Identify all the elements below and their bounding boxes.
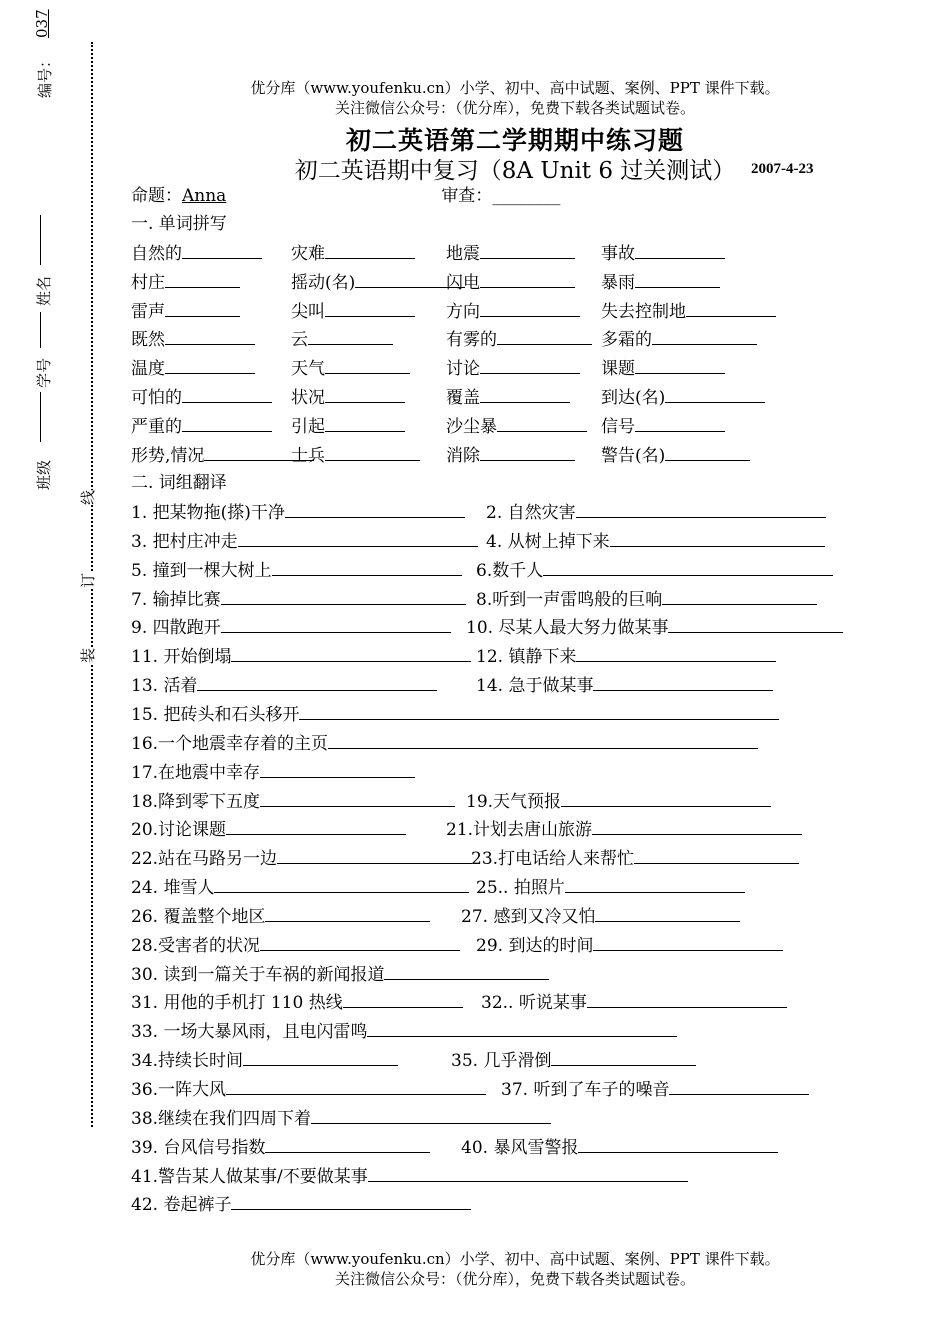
answer-blank[interactable] <box>260 933 460 951</box>
phrase-label: 2. 自然灾害 <box>486 503 576 523</box>
answer-blank[interactable] <box>635 356 725 374</box>
vocab-item <box>131 385 272 409</box>
answer-blank[interactable] <box>325 299 415 317</box>
phrase-item <box>131 933 460 957</box>
vocab-item <box>601 241 725 265</box>
phrase-label: 5. 撞到一棵大树上 <box>131 560 272 581</box>
answer-blank[interactable] <box>260 789 455 807</box>
answer-blank[interactable] <box>662 587 817 605</box>
phrase-label: 17.在地震中幸存 <box>131 762 261 783</box>
phrase-label: 35. 几乎滑倒 <box>451 1051 552 1072</box>
answer-blank[interactable] <box>595 904 740 922</box>
phrase-item <box>131 644 471 668</box>
vocab-item <box>291 385 405 409</box>
vocab-item <box>291 299 415 323</box>
answer-blank[interactable] <box>343 990 463 1008</box>
answer-blank[interactable] <box>231 644 471 662</box>
phrase-item <box>486 529 825 553</box>
vocab-label: 士兵 <box>291 445 325 466</box>
phrase-item <box>131 962 549 986</box>
vocab-item <box>131 299 240 323</box>
vocab-label: 自然的 <box>131 244 182 264</box>
answer-blank[interactable] <box>325 241 415 259</box>
phrase-label: 27. 感到又冷又怕 <box>461 906 596 927</box>
answer-blank[interactable] <box>367 1019 677 1037</box>
vocab-label: 灾难 <box>291 244 325 264</box>
answer-blank[interactable] <box>561 789 771 807</box>
serial-label: 编号： <box>36 52 54 98</box>
phrase-item <box>481 990 787 1014</box>
phrase-item <box>131 1135 430 1159</box>
header-banner <box>130 78 900 118</box>
phrase-label: 16.一个地震幸存着的主页 <box>131 733 329 754</box>
phrase-label: 39. 台风信号指数 <box>131 1137 266 1158</box>
answer-blank[interactable] <box>565 875 745 893</box>
serial-value: 037 <box>33 9 51 38</box>
phrase-item <box>131 587 466 611</box>
answer-blank[interactable] <box>635 270 720 288</box>
phrase-item <box>131 1077 486 1101</box>
phrase-label: 18.降到零下五度 <box>131 791 261 812</box>
name-label: 姓名 <box>35 275 53 306</box>
header-banner-line1: 优分库（www.youfenku.cn）小学、初中、高中试题、案例、PPT 课件下载。 <box>250 79 780 97</box>
phrase-item <box>131 1048 398 1072</box>
vocab-label: 有雾的 <box>446 330 497 351</box>
date: 2007-4-23 <box>751 161 814 177</box>
phrase-label: 22.站在马路另一边 <box>131 849 278 870</box>
vocab-item <box>131 327 255 351</box>
answer-blank[interactable] <box>231 1192 471 1210</box>
vocab-label: 方向 <box>446 301 480 322</box>
answer-blank[interactable] <box>214 875 469 893</box>
vocab-item <box>601 327 757 351</box>
vocab-label: 严重的 <box>131 416 182 437</box>
phrase-label: 31. 用他的手机打 110 热线 <box>131 993 343 1014</box>
section1-title: 一. 单词拼写 <box>131 214 227 234</box>
page-title: 初二英语第二学期期中练习题 <box>345 126 684 155</box>
answer-blank[interactable] <box>308 327 393 345</box>
vocab-item <box>601 299 776 323</box>
answer-blank[interactable] <box>668 615 843 633</box>
phrase-label: 9. 四散跑开 <box>131 618 221 639</box>
answer-blank[interactable] <box>265 1135 430 1153</box>
vocab-label: 既然 <box>131 330 165 351</box>
phrase-item <box>131 1019 677 1043</box>
student-number-label: 学号 <box>35 357 53 388</box>
answer-blank[interactable] <box>480 241 575 259</box>
footer-banner-line1: 优分库（www.youfenku.cn）小学、初中、高中试题、案例、PPT 课件下载。 <box>250 1250 780 1268</box>
answer-blank[interactable] <box>325 385 405 403</box>
phrase-label: 20.讨论课题 <box>131 820 227 841</box>
phrase-label: 21.计划去唐山旅游 <box>446 820 593 841</box>
phrase-label: 8.听到一声雷鸣般的巨响 <box>476 589 663 610</box>
vocab-item <box>131 270 240 294</box>
phrase-label: 19.天气预报 <box>466 791 562 812</box>
answer-blank[interactable] <box>652 327 757 345</box>
answer-blank[interactable] <box>592 817 802 835</box>
phrase-label: 11. 开始倒塌 <box>131 647 232 668</box>
answer-blank[interactable] <box>182 414 272 432</box>
phrase-item <box>476 644 776 668</box>
phrase-item <box>131 817 406 841</box>
phrase-item <box>461 904 740 928</box>
phrase-item <box>131 760 415 784</box>
phrase-item <box>446 817 802 841</box>
phrase-label: 29. 到达的时间 <box>476 935 594 956</box>
vocab-label: 形势,情况 <box>131 445 205 466</box>
phrase-item <box>451 1048 696 1072</box>
answer-blank[interactable] <box>325 443 420 461</box>
vocab-item <box>291 327 393 351</box>
phrase-item <box>466 789 771 813</box>
vocab-label: 信号 <box>601 416 635 437</box>
phrase-item <box>131 846 472 870</box>
vocab-label: 云 <box>291 330 308 351</box>
vocab-item <box>446 270 575 294</box>
reviewer-label: 审查： <box>441 186 493 206</box>
answer-blank[interactable] <box>265 904 430 922</box>
answer-blank[interactable] <box>480 356 580 374</box>
vocab-label: 事故 <box>601 244 635 264</box>
answer-blank[interactable] <box>551 1048 696 1066</box>
vocab-item <box>446 385 570 409</box>
vocab-label: 引起 <box>291 416 325 437</box>
vocab-item <box>291 414 405 438</box>
vocab-label: 温度 <box>131 359 165 380</box>
author-line <box>131 184 560 208</box>
phrase-item <box>131 529 478 553</box>
vocab-item <box>446 327 592 351</box>
phrase-item <box>131 990 463 1014</box>
vocab-item <box>446 414 587 438</box>
vocab-label: 村庄 <box>131 272 165 293</box>
phrase-label: 15. 把砖头和石头移开 <box>131 704 300 725</box>
answer-blank[interactable] <box>182 241 262 259</box>
answer-blank[interactable] <box>277 846 472 864</box>
phrase-label: 12. 镇静下来 <box>476 647 577 668</box>
vocab-label: 雷声 <box>131 301 165 322</box>
phrase-label: 40. 暴风雪警报 <box>461 1137 579 1158</box>
class-blank[interactable] <box>40 392 41 442</box>
vocab-label: 状况 <box>291 388 325 408</box>
answer-blank[interactable] <box>238 529 478 547</box>
answer-blank[interactable] <box>272 558 462 576</box>
answer-blank[interactable] <box>578 1135 778 1153</box>
phrase-item <box>131 558 462 582</box>
answer-blank[interactable] <box>311 1106 551 1124</box>
vocab-item <box>601 270 720 294</box>
footer-banner <box>130 1249 900 1289</box>
phrase-label: 37. 听到了车子的噪音 <box>501 1080 670 1100</box>
vocab-label: 沙尘暴 <box>446 416 497 437</box>
answer-blank[interactable] <box>480 443 575 461</box>
vocab-label: 讨论 <box>446 359 480 380</box>
answer-blank[interactable] <box>299 702 779 720</box>
reviewer-blank[interactable]: ________ <box>492 186 561 206</box>
phrase-label: 23.打电话给人来帮忙 <box>471 849 635 870</box>
vocab-label: 闪电 <box>446 272 480 293</box>
answer-blank[interactable] <box>165 299 240 317</box>
phrase-item <box>476 673 773 697</box>
answer-blank[interactable] <box>480 299 580 317</box>
phrase-label: 13. 活着 <box>131 676 198 697</box>
binding-char-zhuang: 装 <box>75 648 100 663</box>
phrase-label: 1. 把某物拖(搽)干净 <box>131 503 285 523</box>
vocab-item <box>601 414 725 438</box>
answer-blank[interactable] <box>576 644 776 662</box>
answer-blank[interactable] <box>497 327 592 345</box>
name-blank[interactable] <box>40 215 41 265</box>
answer-blank[interactable] <box>610 529 825 547</box>
phrase-item <box>131 904 430 928</box>
vocab-item <box>601 356 725 380</box>
page-subtitle: 初二英语期中复习（8A Unit 6 过关测试） <box>294 158 736 184</box>
vocab-label: 课题 <box>601 359 635 380</box>
class-label: 班级 <box>35 459 53 490</box>
answer-blank[interactable] <box>635 414 725 432</box>
vocab-item <box>131 443 314 467</box>
phrase-item <box>131 500 465 524</box>
answer-blank[interactable] <box>260 760 415 778</box>
answer-blank[interactable] <box>243 1048 398 1066</box>
vocab-item <box>291 270 465 294</box>
phrase-item <box>131 789 455 813</box>
phrase-label: 36.一阵大风 <box>131 1080 227 1100</box>
answer-blank[interactable] <box>497 414 587 432</box>
vocab-item <box>131 241 262 265</box>
vocab-label: 天气 <box>291 359 325 380</box>
answer-blank[interactable] <box>593 673 773 691</box>
answer-blank[interactable] <box>325 356 410 374</box>
phrase-item <box>471 846 799 870</box>
phrase-item <box>131 1192 471 1216</box>
phrase-item <box>466 615 843 639</box>
phrase-item <box>476 875 745 899</box>
phrase-item <box>131 1164 688 1188</box>
phrase-item <box>131 1106 551 1130</box>
answer-blank[interactable] <box>226 1077 486 1095</box>
header-banner-line2: 关注微信公众号：（优分库），免费下载各类试题试卷。 <box>334 99 695 117</box>
answer-blank[interactable] <box>325 414 405 432</box>
vocab-item <box>446 356 580 380</box>
vocab-item <box>291 443 420 467</box>
phrase-label: 42. 卷起裤子 <box>131 1195 232 1216</box>
vocab-item <box>131 356 255 380</box>
vocab-label: 可怕的 <box>131 388 182 408</box>
answer-blank[interactable] <box>576 500 826 518</box>
answer-blank[interactable] <box>165 327 255 345</box>
vocab-label: 地震 <box>446 244 480 264</box>
phrase-item <box>486 500 826 524</box>
answer-blank[interactable] <box>669 1077 809 1095</box>
answer-blank[interactable] <box>593 933 783 951</box>
answer-blank[interactable] <box>226 817 406 835</box>
answer-blank[interactable] <box>480 270 575 288</box>
vocab-item <box>291 356 410 380</box>
binding-char-ding: 订 <box>75 573 100 588</box>
phrase-item <box>131 673 437 697</box>
answer-blank[interactable] <box>686 299 776 317</box>
vocab-label: 暴雨 <box>601 272 635 293</box>
footer-banner-line2: 关注微信公众号：（优分库），免费下载各类试题试卷。 <box>334 1270 695 1288</box>
answer-blank[interactable] <box>328 731 758 749</box>
student-number-blank[interactable] <box>40 312 41 348</box>
phrase-item <box>131 731 758 755</box>
answer-blank[interactable] <box>665 443 750 461</box>
phrase-item <box>461 1135 778 1159</box>
vocab-label: 到达(名) <box>601 388 666 408</box>
answer-blank[interactable] <box>221 587 466 605</box>
answer-blank[interactable] <box>635 241 725 259</box>
phrase-item <box>476 587 817 611</box>
vocab-item <box>446 299 580 323</box>
answer-blank[interactable] <box>665 385 765 403</box>
answer-blank[interactable] <box>480 385 570 403</box>
answer-blank[interactable] <box>182 385 272 403</box>
answer-blank[interactable] <box>634 846 799 864</box>
answer-blank[interactable] <box>221 615 451 633</box>
answer-blank[interactable] <box>197 673 437 691</box>
phrase-item <box>131 702 779 726</box>
phrase-item <box>476 933 783 957</box>
answer-blank[interactable] <box>165 356 255 374</box>
phrase-item <box>131 615 451 639</box>
answer-blank[interactable] <box>543 558 833 576</box>
phrase-label: 4. 从树上掉下来 <box>486 531 610 552</box>
phrase-label: 14. 急于做某事 <box>476 676 594 697</box>
author-name: Anna <box>182 186 227 206</box>
phrase-label: 6.数千人 <box>476 560 544 581</box>
phrase-label: 30. 读到一篇关于车祸的新闻报道 <box>131 964 385 985</box>
vocab-item <box>446 443 575 467</box>
vocab-item <box>131 414 272 438</box>
phrase-label: 3. 把村庄冲走 <box>131 531 238 552</box>
vocab-label: 多霜的 <box>601 330 652 351</box>
phrase-label: 7. 输掉比赛 <box>131 589 221 610</box>
binding-margin <box>0 0 110 1342</box>
answer-blank[interactable] <box>368 1164 688 1182</box>
vocab-label: 失去控制地 <box>601 301 686 322</box>
vocab-label: 摇动(名) <box>291 272 356 293</box>
phrase-label: 34.持续长时间 <box>131 1051 244 1072</box>
phrase-label: 32.. 听说某事 <box>481 993 587 1014</box>
vocab-item <box>601 385 765 409</box>
phrase-label: 25.. 拍照片 <box>476 878 565 899</box>
vocab-label: 尖叫 <box>291 301 325 322</box>
phrase-label: 10. 尽某人最大努力做某事 <box>466 618 669 639</box>
answer-blank[interactable] <box>165 270 240 288</box>
answer-blank[interactable] <box>384 962 549 980</box>
section2-title: 二. 词组翻译 <box>131 473 227 493</box>
answer-blank[interactable] <box>587 990 787 1008</box>
serial-number <box>33 9 51 38</box>
vocab-item <box>601 443 750 467</box>
phrase-label: 41.警告某人做某事/不要做某事 <box>131 1166 368 1187</box>
phrase-label: 24. 堆雪人 <box>131 878 215 899</box>
phrase-label: 38.继续在我们四周下着 <box>131 1108 312 1129</box>
vocab-label: 覆盖 <box>446 388 480 408</box>
vocab-label: 警告(名) <box>601 445 666 466</box>
answer-blank[interactable] <box>285 500 465 518</box>
phrase-item <box>131 875 469 899</box>
binding-char-xian: 线 <box>75 490 100 505</box>
phrase-label: 26. 覆盖整个地区 <box>131 906 266 927</box>
vocab-item <box>446 241 575 265</box>
author-label: 命题： <box>131 186 182 206</box>
phrase-item <box>476 558 833 582</box>
phrase-label: 33. 一场大暴风雨，且电闪雷鸣 <box>131 1022 368 1043</box>
vocab-label: 消除 <box>446 445 480 466</box>
phrase-item <box>501 1077 809 1101</box>
vocab-item <box>291 241 415 265</box>
phrase-label: 28.受害者的状况 <box>131 935 261 956</box>
